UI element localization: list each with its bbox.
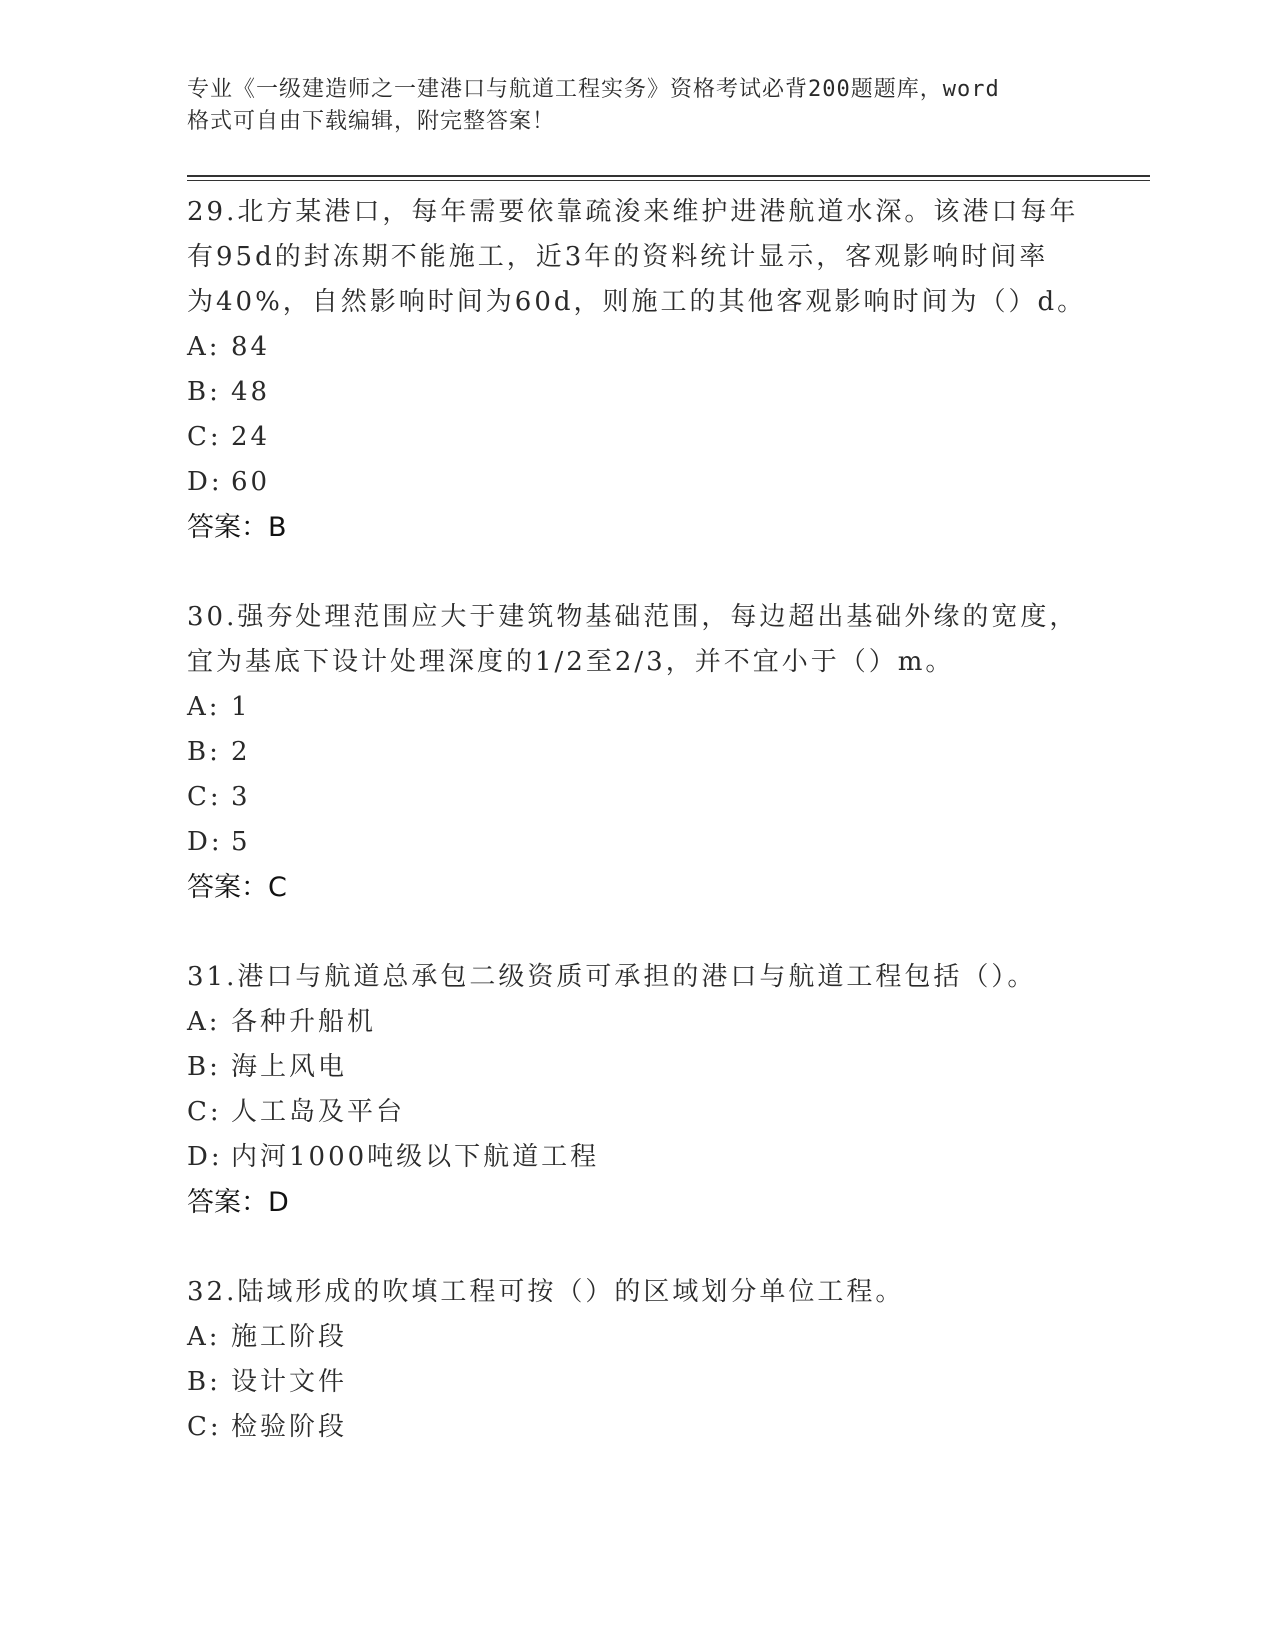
option-key: C: bbox=[187, 782, 222, 812]
option-text: 人工岛及平台 bbox=[231, 1097, 406, 1127]
option-key: A: bbox=[187, 1007, 221, 1037]
question-line: 为40%，自然影响时间为60d，则施工的其他客观影响时间为（）d。 bbox=[187, 287, 1087, 317]
option-key: B: bbox=[187, 1052, 221, 1082]
question-block-30 bbox=[187, 595, 1087, 911]
option-d bbox=[187, 1135, 1087, 1180]
option-key: A: bbox=[187, 1322, 221, 1352]
option-key: C: bbox=[187, 1097, 222, 1127]
question-line: 32.陆域形成的吹填工程可按（）的区域划分单位工程。 bbox=[187, 1277, 905, 1307]
option-key: B: bbox=[187, 377, 221, 407]
header-line-1: 专业《一级建造师之一建港口与航道工程实务》资格考试必背200题题库，word bbox=[187, 77, 1000, 102]
option-b bbox=[187, 1045, 1087, 1090]
option-d bbox=[187, 460, 1087, 505]
option-text: 3 bbox=[231, 782, 251, 812]
option-text: 84 bbox=[231, 332, 271, 362]
option-text: 海上风电 bbox=[231, 1052, 348, 1082]
question-list bbox=[187, 190, 1087, 1450]
option-key: A: bbox=[187, 692, 221, 722]
option-text: 2 bbox=[231, 737, 251, 767]
document-header bbox=[187, 74, 1087, 138]
option-key: D: bbox=[187, 827, 223, 857]
option-key: B: bbox=[187, 737, 221, 767]
option-text: 5 bbox=[231, 827, 251, 857]
option-b bbox=[187, 370, 1087, 415]
question-block-32 bbox=[187, 1270, 1087, 1450]
question-block-31 bbox=[187, 955, 1087, 1226]
question-block-29 bbox=[187, 190, 1087, 551]
option-text: 内河1000吨级以下航道工程 bbox=[231, 1142, 600, 1172]
option-text: 60 bbox=[231, 467, 271, 497]
option-key: B: bbox=[187, 1367, 221, 1397]
option-text: 48 bbox=[231, 377, 271, 407]
option-text: 1 bbox=[231, 692, 251, 722]
option-key: C: bbox=[187, 422, 222, 452]
question-32-stem bbox=[187, 1270, 1087, 1315]
answer-30: 答案：C bbox=[187, 872, 287, 903]
question-line: 30.强夯处理范围应大于建筑物基础范围，每边超出基础外缘的宽度， bbox=[187, 602, 1079, 632]
option-b bbox=[187, 730, 1087, 775]
option-c bbox=[187, 775, 1087, 820]
option-key: D: bbox=[187, 467, 223, 497]
question-line: 有95d的封冻期不能施工，近3年的资料统计显示，客观影响时间率 bbox=[187, 242, 1049, 272]
option-c bbox=[187, 1405, 1087, 1450]
option-text: 施工阶段 bbox=[231, 1322, 348, 1352]
question-31-stem bbox=[187, 955, 1087, 1000]
answer-29: 答案：B bbox=[187, 512, 287, 543]
option-key: C: bbox=[187, 1412, 222, 1442]
option-key: A: bbox=[187, 332, 221, 362]
header-divider-thick bbox=[187, 175, 1150, 177]
answer-31: 答案：D bbox=[187, 1187, 289, 1218]
option-a bbox=[187, 685, 1087, 730]
question-29-stem bbox=[187, 190, 1087, 325]
option-text: 24 bbox=[231, 422, 271, 452]
question-line: 宜为基底下设计处理深度的1/2至2/3，并不宜小于（）m。 bbox=[187, 647, 955, 677]
option-d bbox=[187, 820, 1087, 865]
header-line-2: 格式可自由下载编辑，附完整答案！ bbox=[187, 109, 556, 134]
option-text: 各种升船机 bbox=[231, 1007, 377, 1037]
header-divider-thin bbox=[187, 180, 1150, 181]
option-c bbox=[187, 1090, 1087, 1135]
option-b bbox=[187, 1360, 1087, 1405]
option-text: 设计文件 bbox=[231, 1367, 348, 1397]
option-c bbox=[187, 415, 1087, 460]
option-a bbox=[187, 325, 1087, 370]
option-a bbox=[187, 1315, 1087, 1360]
question-30-stem bbox=[187, 595, 1087, 685]
question-line: 29.北方某港口，每年需要依靠疏浚来维护进港航道水深。该港口每年 bbox=[187, 197, 1079, 227]
option-key: D: bbox=[187, 1142, 223, 1172]
option-text: 检验阶段 bbox=[231, 1412, 348, 1442]
question-line: 31.港口与航道总承包二级资质可承担的港口与航道工程包括（）。 bbox=[187, 962, 1037, 992]
option-a bbox=[187, 1000, 1087, 1045]
